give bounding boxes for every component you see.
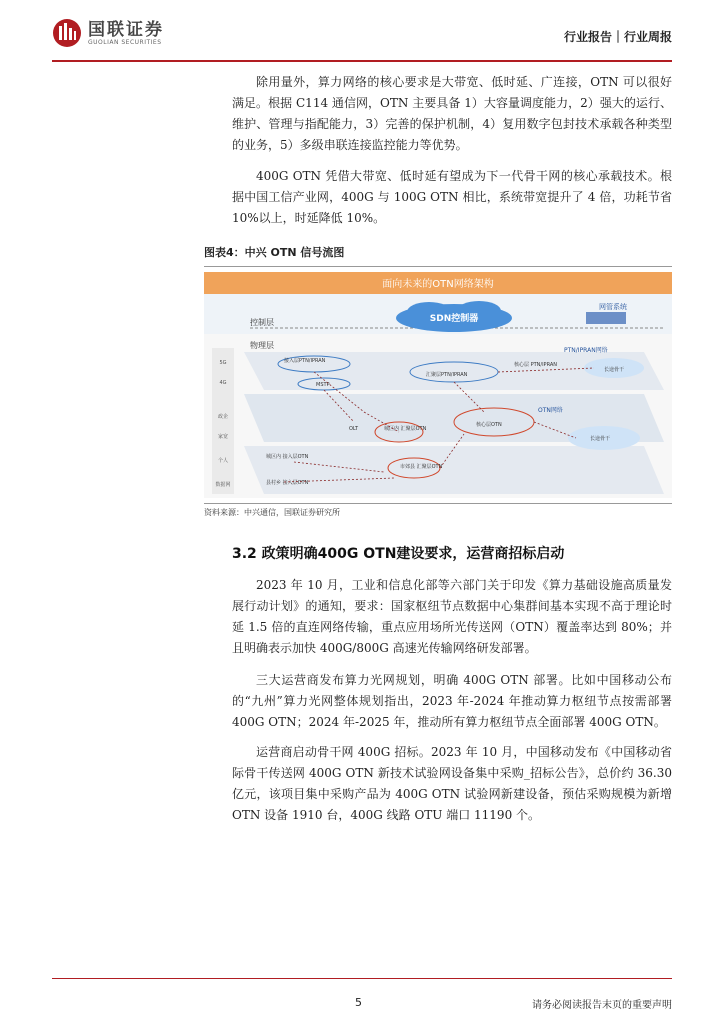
page-header	[52, 18, 672, 54]
metro-otn-label: 城区内 汇聚层OTN	[384, 426, 427, 432]
ptn-network-label: PTN/IPRAN网络	[564, 347, 608, 354]
otn-network-label: OTN网络	[538, 407, 563, 414]
paragraph-operator-plans: 三大运营商发布算力光网规划，明确 400G OTN 部署。比如中国移动公布的“九州”算力光网整体规划指出，2023 年-2024 年推动算力枢纽节点按需部署 400G OTN；2024 年-2025 年，推动所有算力枢纽节点全面部署 400G OTN。	[232, 673, 672, 729]
header-rule	[52, 60, 672, 62]
mstp-label: MSTP	[316, 382, 330, 388]
olt-label: OLT	[349, 426, 359, 432]
icon-5g-label: 5G	[219, 360, 227, 366]
nms-server-icon	[586, 312, 626, 324]
icon-home-label: 家宽	[217, 434, 229, 440]
figure-title: 图表4：中兴 OTN 信号流图	[204, 244, 672, 267]
otn-architecture-diagram	[204, 272, 672, 498]
footer-disclaimer: 请务必阅读报告末页的重要声明	[532, 1000, 672, 1011]
terminal-icons-column	[212, 348, 234, 494]
logo-en-text: GUOLIAN SECURITIES	[88, 38, 162, 46]
nms-label: 网管系统	[599, 303, 627, 311]
control-layer-label: 控制层	[250, 318, 274, 327]
icon-person-label: 个人	[217, 458, 229, 464]
city-access-otn-label: 城区内 接入层OTN	[266, 454, 309, 460]
banner-text: 面向未来的OTN网络架构	[382, 279, 494, 290]
report-type-label: 行业报告｜行业周报	[563, 30, 672, 44]
paragraph-otn-advantages: 除用量外，算力网络的核心要求是大带宽、低时延、广连接，OTN 可以很好满足。根据 C114 通信网，OTN 主要具备 1）大容量调度能力，2）强大的运行、维护、管理与指配能力，3）完善的保护机制，4）复用数字包封技术承载各种类型的业务，5）多级串联连接监控能力等优势。	[232, 75, 672, 152]
guolian-logo-icon	[52, 18, 82, 48]
otn-architecture-figure	[204, 272, 672, 498]
physical-layer-label: 物理层	[250, 341, 274, 350]
logo-cn-text: 国联证券	[88, 19, 164, 40]
icon-dc-label: 数据网	[215, 482, 231, 488]
long-haul-label-top: 长途骨干	[604, 367, 625, 373]
ptn-core-label: 核心层 PTN/IPRAN	[514, 362, 558, 368]
ptn-agg-label: 汇聚层PTN/IPRAN	[426, 372, 468, 378]
paragraph-400g-otn: 400G OTN 凭借大带宽、低时延有望成为下一代骨干网的核心承载技术。根据中国工信产业网，400G 与 100G OTN 相比，系统带宽提升了 4 倍，功耗节省 10%以上，时延降低 10%。	[232, 169, 672, 225]
paragraph-policy: 2023 年 10 月，工业和信息化部等六部门关于印发《算力基础设施高质量发展行动计划》的通知，要求：国家枢纽节点数据中心集群间基本实现不高于理论时延 1.5 倍的直连网络传输，重点应用场所光传送网（OTN）覆盖率达到 80%；并且明确表示加快 400G/800G 高速光传输网络研发部署。	[232, 578, 672, 655]
section-title: 3.2 政策明确400G OTN建设要求，运营商招标启动	[232, 546, 565, 562]
icon-4g-label: 4G	[219, 380, 227, 386]
long-haul-label-mid: 长途骨干	[590, 436, 611, 442]
core-otn-label: 核心层OTN	[476, 422, 502, 428]
company-logo	[52, 18, 164, 48]
paragraph-tender: 运营商启动骨干网 400G 招标。2023 年 10 月，中国移动发布《中国移动省际骨干传送网 400G OTN 新技术试验网设备集中采购_招标公告》，总价约 36.30 亿元，该项目集中采购产品为 400G OTN 试验网新建设备，预估采购规模为新增 OTN 设备 1910 台，400G 线路 OTU 端口 11190 个。	[232, 745, 672, 822]
rural-access-otn-label: 县村乡 接入层OTN	[266, 480, 309, 486]
city-otn-label: 市郊县 汇聚层OTN	[400, 464, 443, 470]
figure-source: 资料来源：中兴通信，国联证券研究所	[204, 503, 672, 518]
ptn-access-label: 接入层PTN/IPRAN	[284, 358, 326, 364]
sdn-controller-label: SDN控制器	[429, 314, 479, 324]
page-number: 5	[355, 996, 362, 1009]
icon-gov-label: 政企	[217, 414, 229, 420]
footer-rule	[52, 978, 672, 979]
